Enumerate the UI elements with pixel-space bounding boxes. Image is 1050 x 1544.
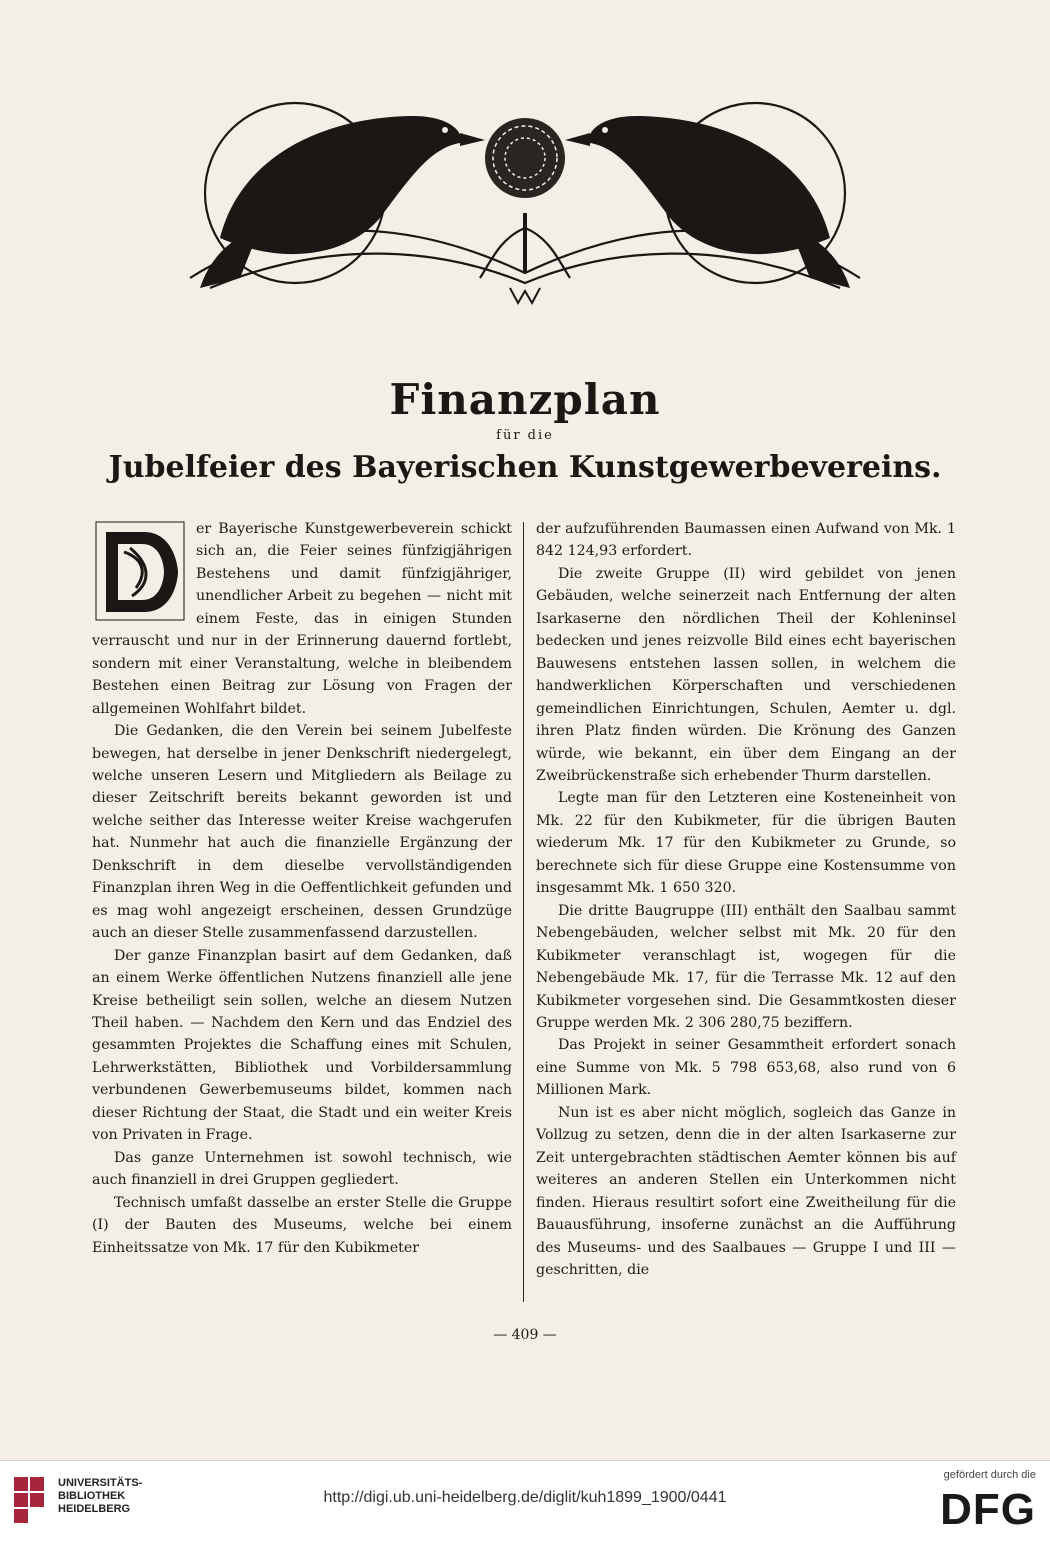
page-subtitle: Jubelfeier des Bayerischen Kunstgewerbevereins. <box>108 450 942 485</box>
sponsor-caption: gefördert durch die <box>943 1469 1036 1481</box>
ornament-flower <box>485 118 565 198</box>
paragraph: Das ganze Unternehmen ist sowohl technisch, wie auch finanziell in drei Gruppen gegliedert. <box>92 1149 512 1189</box>
header-vignette-birds <box>180 88 870 318</box>
paragraph: Legte man für den Letzteren eine Kosteneinheit von Mk. 22 für den Kubikmeter, für die übrigen Bauten wiederum Mk. 17 für den Kubikmeter zu Grunde, so berechnete sich für diese Gruppe eine Kostensumme von insgesammt Mk. 1 650 320. <box>536 790 956 897</box>
footer-bar <box>0 1460 1050 1544</box>
library-name-line: UNIVERSITÄTS- <box>58 1477 143 1489</box>
column-divider <box>523 522 524 1302</box>
text-column-right <box>536 518 956 1281</box>
bird-left <box>200 116 485 288</box>
paragraph-text: er Bayerische Kunstgewerbeverein schickt sich an, die Feier seines fünfzigjährigen Bestehens und damit fünfzigjähriger, unendlicher Arbeit zu begehen — nicht mit einem Feste, das in einigen Stunden verrauscht und nur in der Erinnerung dauernd fortlebt, sondern mit einer Veranstaltung, welche in bleibendem Bestehen einen Beitrag zur Lösung von Fragen der allgemeinen Wohlfahrt bildet. <box>92 521 512 717</box>
paragraph: der aufzuführenden Baumassen einen Aufwand von Mk. 1 842 124,93 erfordert. <box>536 521 956 560</box>
page-title: Finanzplan <box>389 375 661 424</box>
paragraph: Nun ist es aber nicht möglich, sogleich das Ganze in Vollzug zu setzen, denn die in der alten Isarkaserne zur Zeit untergebrachten städtischen Aemter können bis auf weiteres an anderen Stellen ein Unterkommen nicht finden. Hieraus resultirt sofort eine Zweitheilung für die Bauausführung, insoferne zunächst an die Aufführung des Museums- und des Saalbaues — Gruppe I und III — geschritten, die <box>536 1104 956 1278</box>
permalink-url[interactable]: http://digi.ub.uni-heidelberg.de/diglit/kuh1899_1900/0441 <box>323 1489 727 1506</box>
library-name-line: BIBLIOTHEK <box>58 1490 126 1502</box>
text-column-left <box>92 518 512 1259</box>
paragraph: Technisch umfaßt dasselbe an erster Stelle die Gruppe (I) der Bauten des Museums, welche bei einem Einheitssatze von Mk. 17 für den Kubikmeter <box>92 1194 512 1256</box>
drop-cap-d-ornament <box>92 518 188 624</box>
subtitle-connector: für die <box>496 428 554 443</box>
dfg-logo[interactable]: DFG <box>940 1485 1036 1534</box>
page-number: — 409 — <box>493 1327 557 1343</box>
library-name-line: HEIDELBERG <box>58 1503 131 1515</box>
paragraph: Die dritte Baugruppe (III) enthält den Saalbau sammt Nebengebäuden, welcher selbst mit Mk. 20 für den Kubikmeter veranschlagt ist, wogegen für die Nebengebäude Mk. 17, für die Terrasse Mk. 12 auf den Kubikmeter vorgesehen sind. Die Gesammtkosten dieser Gruppe werden Mk. 2 306 280,75 beziffern. <box>536 902 956 1031</box>
paragraph: Das Projekt in seiner Gesammtheit erfordert sonach eine Summe von Mk. 5 798 653,68, also rund von 6 Millionen Mark. <box>536 1037 956 1099</box>
monogram-mark <box>510 288 540 303</box>
paragraph: Der ganze Finanzplan basirt auf dem Gedanken, daß an einem Werke öffentlichen Nutzens finanziell alle jene Kreise betheiligt sein sollen, welche an diesem Nutzen Theil haben. — Nachdem den Kern und das Endziel des gesammten Projektes die Schaffung eines mit Schulen, Lehrwerkstätten, Bibliothek und Vorbildersammlung verbundenen Gewerbemuseums bildet, kommen nach dieser Richtung der Staat, die Stadt und ein weiter Kreis von Privaten in Frage. <box>92 947 512 1144</box>
paragraph: Die Gedanken, die den Verein bei seinem Jubelfeste bewegen, hat derselbe in jener Denkschrift niedergelegt, welche unseren Lesern und Mitgliedern als Beilage zu dieser Zeitschrift bereits bekannt geworden ist und welche seither das Interesse weiter Kreise wachgerufen hat. Nunmehr hat auch die finanzielle Ergänzung der Denkschrift in dem dieselbe vervollständigenden Finanzplan ihren Weg in die Oeffentlichkeit gefunden und es mag wohl angezeigt erscheinen, dessen Grundzüge auch an dieser Stelle zusammenfassend darzustellen. <box>92 723 512 942</box>
paragraph: Die zweite Gruppe (II) wird gebildet von jenen Gebäuden, welche seinerzeit nach Entfernung der alten Isarkaserne den nördlichen Theil der Kohleninsel bedecken und jenes reizvolle Bild eines echt bayerischen Bauwesens entstehen lassen sollen, in welchem die handwerklichen Körperschaften und verschiedenen gemeindlichen Einrichtungen, Schulen, Aemter u. dgl. ihren Platz finden würden. Die Krönung des Ganzen würde, wie bekannt, ein über dem Eingang an der Zweibrückenstraße sich erhebender Thurm darstellen. <box>536 565 956 784</box>
paragraph <box>92 518 512 720</box>
bird-right <box>565 116 850 288</box>
